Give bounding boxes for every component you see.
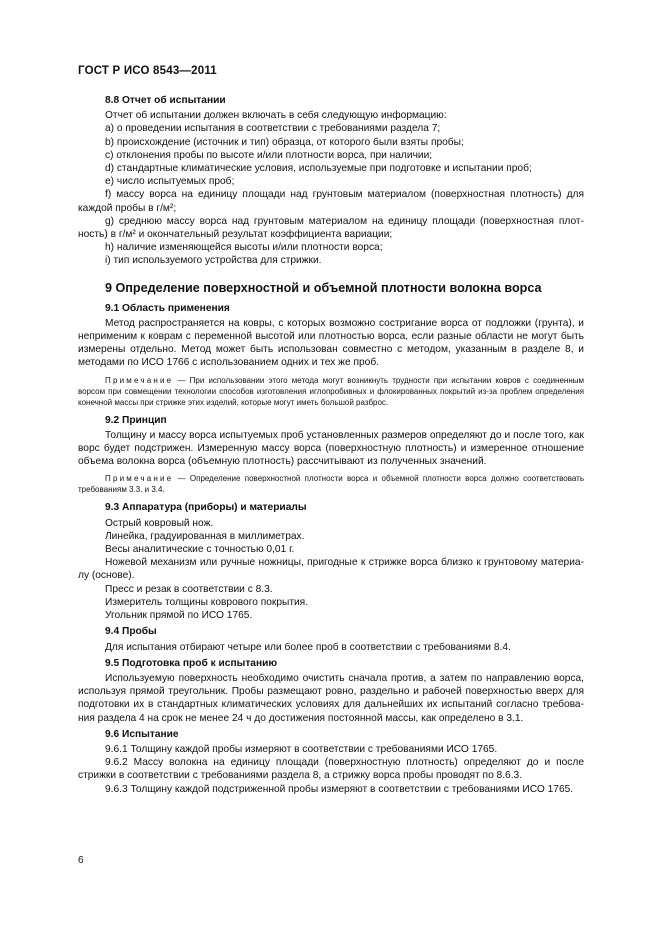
- section-9-6-heading: 9.6 Испытание: [105, 728, 179, 740]
- list-item: 9.6.2 Массу волокна на единицу площади (поверхностную плотность) определяют до и после стрижки в соответствии с требованиями раздела 8, а стрижку ворса пробы проводят по 8.6.3.: [78, 757, 584, 782]
- list-item: c) отклонения пробы по высоте и/или плотности ворса, при наличии;: [105, 149, 433, 161]
- list-item: f) массу ворса на единицу площади над грунтовым материалом (поверхностная плотность) для каждой пробы в г/м²;: [78, 189, 584, 214]
- list-item: b) происхождение (источник и тип) образца, от которого были взяты пробы;: [105, 136, 464, 148]
- section-9-2-text: Толщину и массу ворса испытуемых проб установленных размеров определяют до и после того, как ворс будет подстрижен. Измеренную массу ворса (поверхностную плотность) и измеренное отношение объема волокна ворса (объемную плотность) рассчитывают из полученных значений.: [78, 429, 584, 468]
- list-item: Пресс и резак в соответствии с 8.3.: [105, 583, 273, 595]
- note-text: — При использовании этого метода могут возникнуть трудности при испытании ковров с соединенным ворсом при совмещении технологии способов изготовления иглопробивных и флокированных покрытий из-за проблем определения конечной массы при стрижке этих изделий, которые могут иметь большой разброс.: [78, 375, 584, 407]
- document-body: [78, 94, 584, 796]
- section-8-8-intro: Отчет об испытании должен включать в себя следующую информацию:: [105, 110, 447, 122]
- list-item: 9.6.1 Толщину каждой пробы измеряют в соответствии с требованиями ИСО 1765.: [105, 743, 498, 755]
- note-text: — Определение поверхностной плотности ворса и объемной плотности ворса должно соответствовать требованиям 3.3. и 3.4.: [78, 474, 584, 495]
- section-9-1-note: [78, 375, 584, 408]
- list-item: Линейка, градуированная в миллиметрах.: [105, 530, 305, 542]
- list-item: a) о проведении испытания в соответствии с требованиями раздела 7;: [105, 123, 441, 135]
- list-item: Угольник прямой по ИСО 1765.: [105, 610, 253, 622]
- section-9-4-heading: 9.4 Пробы: [105, 626, 157, 638]
- section-9-1-heading: 9.1 Область применения: [105, 302, 230, 314]
- section-9-3-heading: 9.3 Аппаратура (приборы) и материалы: [105, 502, 307, 514]
- note-label: Примечание: [105, 474, 174, 484]
- list-item: d) стандартные климатические условия, используемые при подготовке и испытании проб;: [105, 163, 532, 175]
- list-item: Весы аналитические с точностью 0,01 г.: [105, 544, 295, 556]
- section-9-heading: 9 Определение поверхностной и объемной плотности волокна ворса: [105, 280, 542, 295]
- list-item: 9.6.3 Толщину каждой подстриженной пробы измеряют в соответствии с требованиями ИСО 1765.: [105, 783, 574, 795]
- section-9-2-heading: 9.2 Принцип: [105, 414, 167, 426]
- section-9-2-note: [78, 473, 584, 495]
- document-header: ГОСТ Р ИСО 8543—2011: [78, 65, 217, 77]
- list-item: Ножевой механизм или ручные ножницы, пригодные к стрижке ворса близко к грунтовому материалу (основе).: [78, 557, 584, 582]
- page-number: 6: [78, 855, 84, 866]
- list-item: Острый ковровый нож.: [105, 517, 214, 529]
- section-9-5-text: Используемую поверхность необходимо очистить сначала против, а затем по направлению ворса, используя прямой треугольник. Пробы размещают ровно, раздельно и рабочей поверхностью вверх для подготовки их в стандартных климатических условиях для дальнейших их испытаний согласно требования раздела 4 на срок не менее 24 ч до достижения постоянной массы, как определено в 3.1.: [78, 672, 584, 724]
- list-item: g) среднюю массу ворса над грунтовым материалом на единицу площади (поверхностная плотность) в г/м² и окончательный результат коэффициента вариации;: [78, 215, 584, 241]
- section-8-8-heading: 8.8 Отчет об испытании: [105, 95, 226, 106]
- list-item: h) наличие изменяющейся высоты и/или плотности ворса;: [105, 242, 383, 254]
- list-item: Измеритель толщины коврового покрытия.: [105, 596, 309, 608]
- section-9-4-text: Для испытания отбирают четыре или более проб в соответствии с требованиями 8.4.: [105, 641, 511, 653]
- list-item: e) число испытуемых проб;: [105, 176, 235, 188]
- section-9-5-heading: 9.5 Подготовка проб к испытанию: [105, 657, 278, 669]
- note-label: Примечание: [105, 375, 174, 385]
- section-9-1-text: Метод распространяется на ковры, с которых возможно состригание ворса от подложки (грунта), и неприменим к коврам с переменной высотой или плотностью ворса, если разные области не могут быть измерены отдельно. Метод может быть использован совместно с методом, указанным в разделе 8, и методами по ИСО 1766 с использованием одних и тех же проб.: [78, 317, 584, 369]
- list-item: i) тип используемого устройства для стрижки.: [105, 255, 322, 267]
